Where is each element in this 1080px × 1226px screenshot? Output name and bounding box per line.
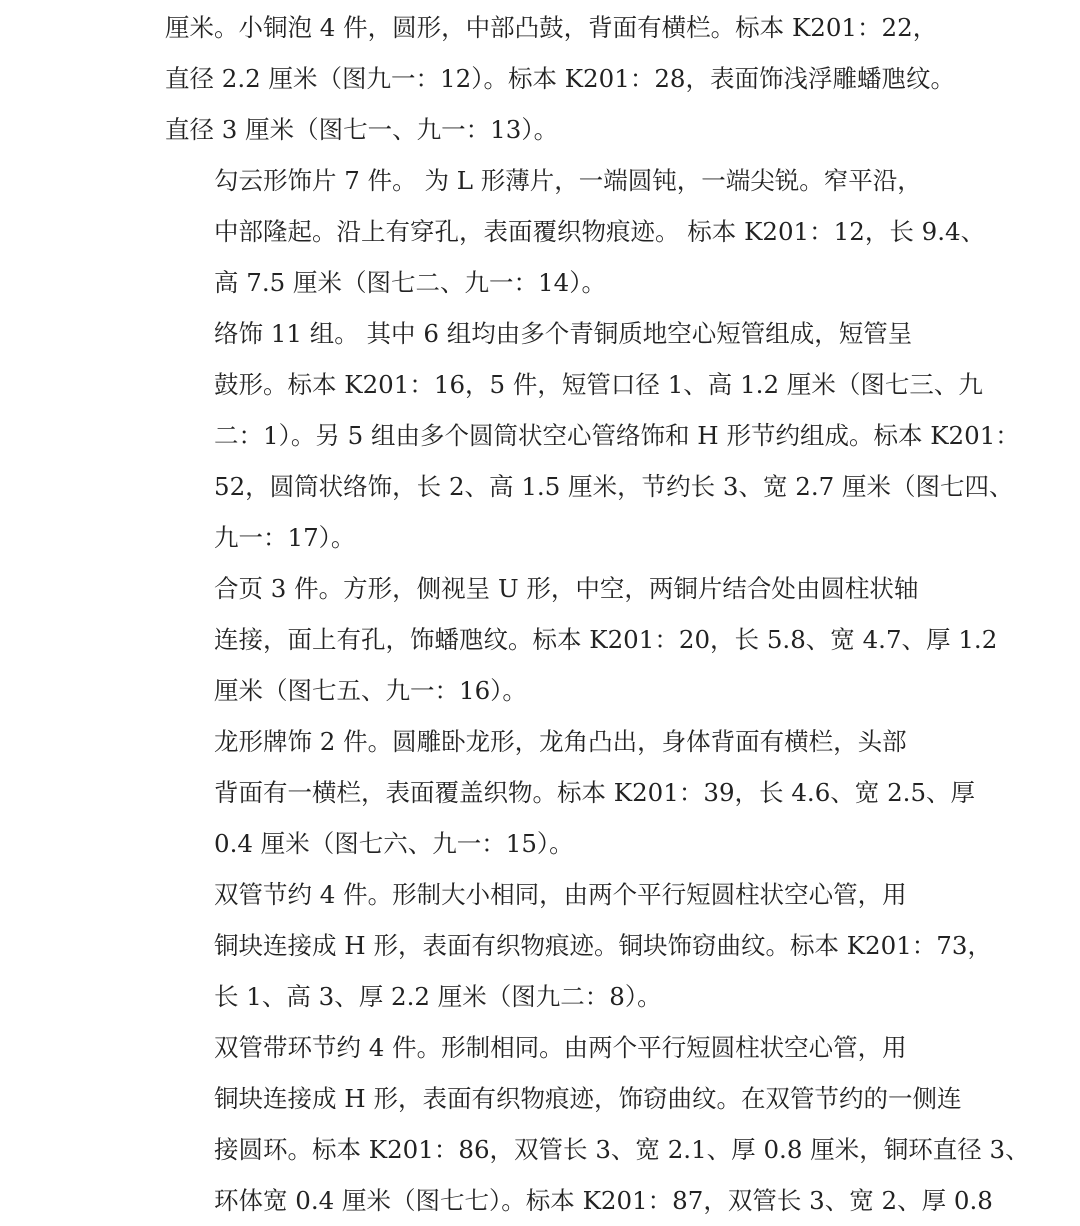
- paragraph-hinges: [165, 563, 998, 716]
- text-line: 合页 3 件。方形，侧视呈 U 形，中空，两铜片结合处由圆柱状轴: [214, 574, 919, 603]
- text-line: 厘米。小铜泡 4 件，圆形，中部凸鼓，背面有横栏。标本 K201：22，: [165, 13, 938, 42]
- text-line: 九一：17）。: [214, 523, 356, 552]
- text-line: 铜块连接成 H 形，表面有织物痕迹，饰窃曲纹。在双管节约的一侧连: [214, 1084, 962, 1113]
- text-line: 背面有一横栏，表面覆盖织物。标本 K201：39，长 4.6、宽 2.5、厚: [214, 778, 976, 807]
- text-line: 双管节约 4 件。形制大小相同，由两个平行短圆柱状空心管，用: [214, 880, 907, 909]
- text-line: 鼓形。标本 K201：16，5 件，短管口径 1、高 1.2 厘米（图七三、九: [214, 370, 983, 399]
- text-line: 长 1、高 3、厚 2.2 厘米（图九二：8）。: [214, 982, 662, 1011]
- text-line: 厘米（图七五、九一：16）。: [214, 676, 527, 705]
- paragraph-double-tube-ring-junctions: [165, 1022, 1030, 1226]
- text-line: 中部隆起。沿上有穿孔，表面覆织物痕迹。 标本 K201：12，长 9.4、: [214, 217, 986, 246]
- text-line: 52，圆筒状络饰，长 2、高 1.5 厘米，节约长 3、宽 2.7 厘米（图七四、: [214, 472, 1014, 501]
- text-line: 连接，面上有孔，饰蟠虺纹。标本 K201：20，长 5.8、宽 4.7、厚 1.2: [214, 625, 998, 654]
- text-line: 环体宽 0.4 厘米（图七七）。标本 K201：87，双管长 3、宽 2、厚 0.8: [214, 1186, 993, 1215]
- text-line: 勾云形饰片 7 件。 为 L 形薄片，一端圆钝，一端尖锐。窄平沿，: [214, 166, 922, 195]
- document-body: [165, 2, 1030, 1226]
- paragraph-small-bronze-bubbles: [165, 2, 955, 155]
- paragraph-cloud-shaped-ornament: [165, 155, 986, 308]
- paragraph-dragon-plaques: [165, 716, 976, 869]
- text-line: 接圆环。标本 K201：86，双管长 3、宽 2.1、厚 0.8 厘米，铜环直径 3、: [214, 1135, 1030, 1164]
- text-line: 直径 2.2 厘米（图九一：12）。标本 K201：28，表面饰浅浮雕蟠虺纹。: [165, 64, 955, 93]
- text-line: 双管带环节约 4 件。形制相同。由两个平行短圆柱状空心管，用: [214, 1033, 907, 1062]
- paragraph-double-tube-junctions: [165, 869, 992, 1022]
- paragraph-tassel-ornaments: [165, 308, 1020, 563]
- text-line: 高 7.5 厘米（图七二、九一：14）。: [214, 268, 606, 297]
- text-line: 络饰 11 组。 其中 6 组均由多个青铜质地空心短管组成，短管呈: [214, 319, 913, 348]
- text-line: 直径 3 厘米（图七一、九一：13）。: [165, 115, 559, 144]
- text-line: 铜块连接成 H 形，表面有织物痕迹。铜块饰窃曲纹。标本 K201：73，: [214, 931, 992, 960]
- text-line: 龙形牌饰 2 件。圆雕卧龙形，龙角凸出，身体背面有横栏，头部: [214, 727, 907, 756]
- text-line: 0.4 厘米（图七六、九一：15）。: [214, 829, 574, 858]
- text-line: 二：1）。另 5 组由多个圆筒状空心管络饰和 H 形节约组成。标本 K201：: [214, 421, 1020, 450]
